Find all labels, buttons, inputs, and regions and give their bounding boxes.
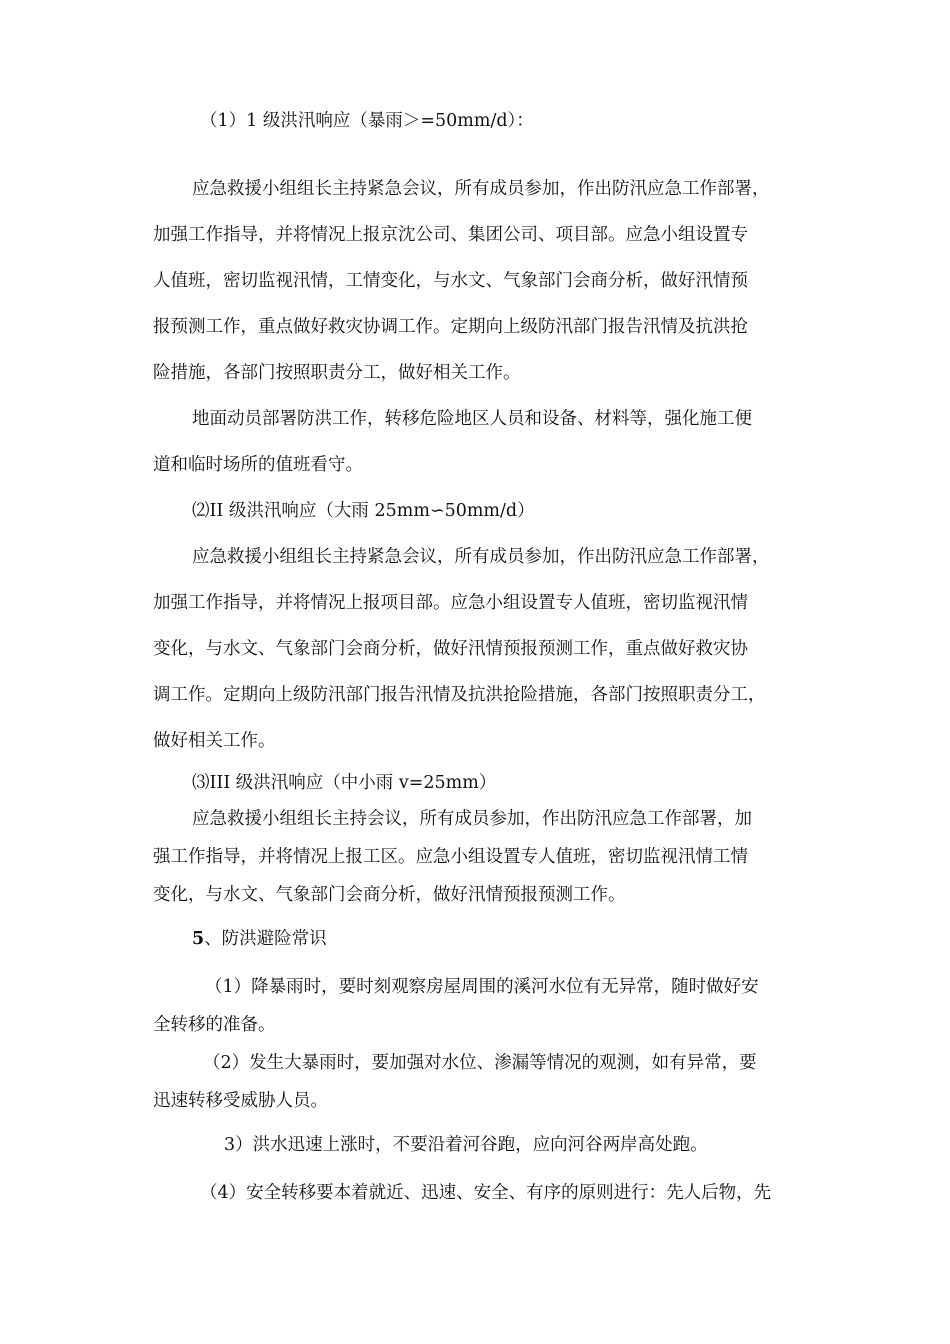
level1-heading: （1）1 级洪汛响应（暴雨＞=50mm/d）： xyxy=(200,111,534,131)
level3-para-line: 强工作指导，并将情况上报工区。应急小组设置专人值班，密切监视汛情工情 xyxy=(153,847,748,867)
level1-para2-line: 道和临时场所的值班看守。 xyxy=(153,455,363,475)
tip4-line: （4）安全转移要本着就近、迅速、安全、有序的原则进行：先人后物，先 xyxy=(200,1183,772,1203)
tip1-line: 全转移的准备。 xyxy=(153,1015,276,1035)
tip2-line: （2）发生大暴雨时，要加强对水位、渗漏等情况的观测，如有异常，要 xyxy=(203,1053,757,1073)
level2-heading: ⑵II 级洪汛响应（大雨 25mm∽50mm/d） xyxy=(192,501,535,521)
level3-heading: ⑶III 级洪汛响应（中小雨 v=25mm） xyxy=(192,773,497,793)
section5-number: 5 xyxy=(192,929,205,949)
section5-heading xyxy=(192,927,327,951)
level3-para-line: 应急救援小组组长主持会议，所有成员参加，作出防汛应急工作部署，加 xyxy=(192,809,752,829)
level1-para1-line: 应急救援小组组长主持紧急会议，所有成员参加，作出防汛应急工作部署， xyxy=(192,179,770,199)
section5-title: 、防洪避险常识 xyxy=(204,929,327,949)
level2-para-line: 加强工作指导，并将情况上报项目部。应急小组设置专人值班，密切监视汛情 xyxy=(153,593,748,613)
tip3-line: 3）洪水迅速上涨时，不要沿着河谷跑，应向河谷两岸高处跑。 xyxy=(224,1135,708,1155)
level1-para1-line: 人值班，密切监视汛情，工情变化，与水文、气象部门会商分析，做好汛情预 xyxy=(153,271,748,291)
level3-para-line: 变化，与水文、气象部门会商分析，做好汛情预报预测工作。 xyxy=(153,885,626,905)
level2-para-line: 做好相关工作。 xyxy=(153,731,276,751)
tip1-line: （1）降暴雨时，要时刻观察房屋周围的溪河水位有无异常，随时做好安 xyxy=(205,977,759,997)
tip2-line: 迅速转移受威胁人员。 xyxy=(153,1091,328,1111)
level1-para2-line: 地面动员部署防洪工作，转移危险地区人员和设备、材料等，强化施工便 xyxy=(192,409,752,429)
level1-para1-line: 报预测工作，重点做好救灾协调工作。定期向上级防汛部门报告汛情及抗洪抢 xyxy=(153,317,748,337)
level2-para-line: 应急救援小组组长主持紧急会议，所有成员参加，作出防汛应急工作部署， xyxy=(192,547,770,567)
level2-para-line: 变化，与水文、气象部门会商分析，做好汛情预报预测工作，重点做好救灾协 xyxy=(153,639,748,659)
level1-para1-line: 加强工作指导，并将情况上报京沈公司、集团公司、项目部。应急小组设置专 xyxy=(153,225,748,245)
level1-para1-line: 险措施，各部门按照职责分工，做好相关工作。 xyxy=(153,363,521,383)
level2-para-line: 调工作。定期向上级防汛部门报告汛情及抗洪抢险措施，各部门按照职责分工， xyxy=(153,685,766,705)
